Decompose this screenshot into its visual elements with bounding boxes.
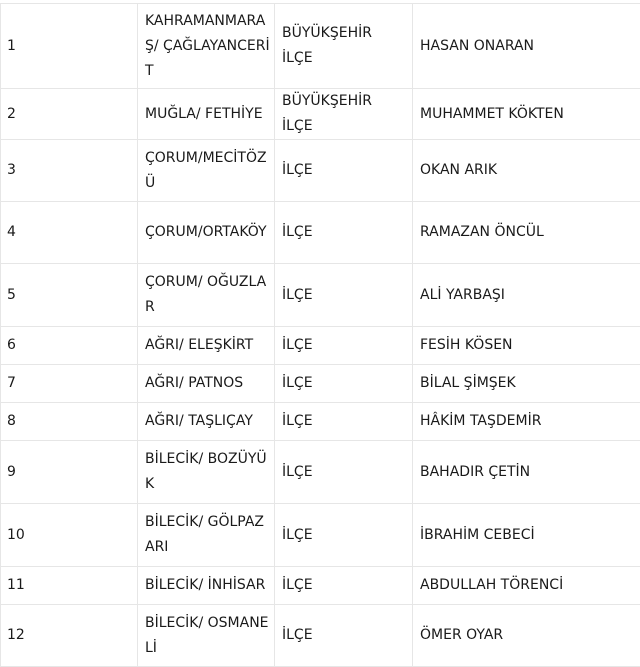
place-cell: AĞRI/ TAŞLIÇAY [138,403,275,441]
name-cell: BAHADIR ÇETİN [413,441,640,504]
table-row [1,140,640,202]
name-cell: ABDULLAH TÖRENCİ [413,567,640,605]
results-table [0,3,640,667]
row-number: 7 [1,365,138,403]
place-cell: BİLECİK/ OSMANELİ [138,605,275,667]
row-number: 6 [1,327,138,365]
table-row [1,403,640,441]
name-cell: İBRAHİM CEBECİ [413,504,640,567]
place-cell: BİLECİK/ BOZÜYÜK [138,441,275,504]
row-number: 8 [1,403,138,441]
place-cell: BİLECİK/ İNHİSAR [138,567,275,605]
table-row [1,441,640,504]
type-cell: İLÇE [275,605,413,667]
table-row [1,4,640,89]
name-cell: ÖMER OYAR [413,605,640,667]
place-cell: AĞRI/ PATNOS [138,365,275,403]
type-cell: İLÇE [275,365,413,403]
table-row [1,504,640,567]
place-cell: KAHRAMANMARAŞ/ ÇAĞLAYANCERİT [138,4,275,89]
table-row [1,264,640,327]
type-cell: İLÇE [275,202,413,264]
row-number: 5 [1,264,138,327]
table-row [1,327,640,365]
type-cell: İLÇE [275,140,413,202]
type-cell: İLÇE [275,567,413,605]
place-cell: ÇORUM/ORTAKÖY [138,202,275,264]
type-cell: İLÇE [275,327,413,365]
type-cell: İLÇE [275,441,413,504]
place-cell: ÇORUM/MECİTÖZÜ [138,140,275,202]
type-cell: İLÇE [275,403,413,441]
place-cell: ÇORUM/ OĞUZLAR [138,264,275,327]
row-number: 11 [1,567,138,605]
name-cell: OKAN ARIK [413,140,640,202]
place-cell: AĞRI/ ELEŞKİRT [138,327,275,365]
name-cell: MUHAMMET KÖKTEN [413,89,640,140]
table-row [1,567,640,605]
row-number: 12 [1,605,138,667]
row-number: 4 [1,202,138,264]
row-number: 3 [1,140,138,202]
name-cell: HASAN ONARAN [413,4,640,89]
name-cell: FESİH KÖSEN [413,327,640,365]
type-cell: İLÇE [275,504,413,567]
place-cell: BİLECİK/ GÖLPAZARI [138,504,275,567]
row-number: 9 [1,441,138,504]
name-cell: BİLAL ŞİMŞEK [413,365,640,403]
type-cell: BÜYÜKŞEHİR İLÇE [275,89,413,140]
table-row [1,605,640,667]
table-row [1,202,640,264]
name-cell: RAMAZAN ÖNCÜL [413,202,640,264]
row-number: 1 [1,4,138,89]
table-row [1,365,640,403]
place-cell: MUĞLA/ FETHİYE [138,89,275,140]
name-cell: ALİ YARBAŞI [413,264,640,327]
name-cell: HÂKİM TAŞDEMİR [413,403,640,441]
table-row [1,89,640,140]
row-number: 10 [1,504,138,567]
type-cell: BÜYÜKŞEHİR İLÇE [275,4,413,89]
type-cell: İLÇE [275,264,413,327]
row-number: 2 [1,89,138,140]
results-table-body [1,4,640,667]
